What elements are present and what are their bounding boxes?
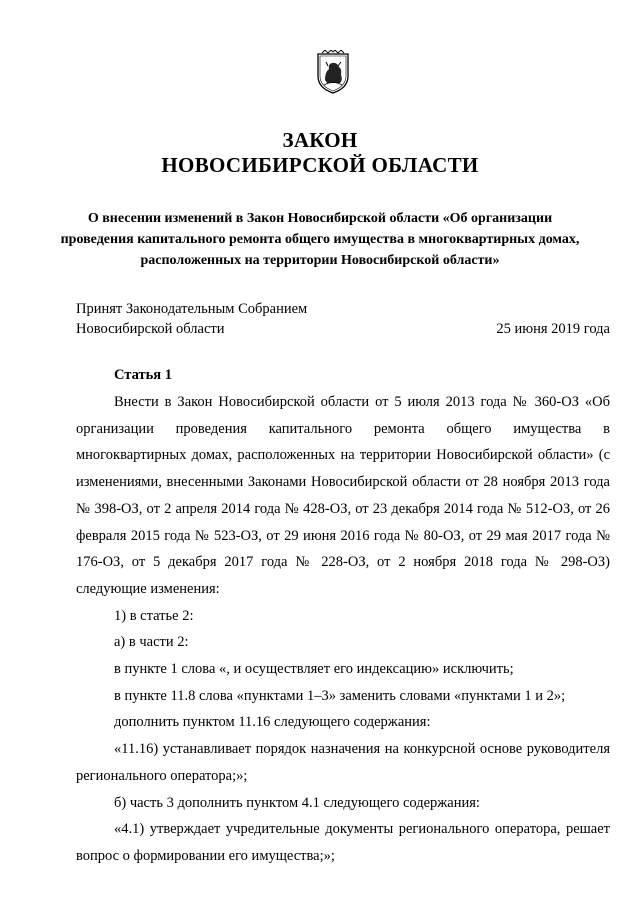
article-heading: Статья 1 [114, 367, 172, 383]
law-region-title: НОВОСИБИРСКОЙ ОБЛАСТИ [161, 153, 479, 177]
law-subject: О внесении изменений в Закон Новосибирской области «Об организации проведения капитального ремонта общего имущества в многоквартирных домах, расположенных на территории Новосибирской области» [60, 211, 580, 268]
article-paragraph: «4.1) утверждает учредительные документы регионального оператора, решает вопрос о формировании его имущества;»; [76, 821, 610, 864]
article-paragraph: в пункте 1 слова «, и осуществляет его индексацию» исключить; [114, 661, 514, 678]
article-paragraph: б) часть 3 дополнить пунктом 4.1 следующего содержания: [114, 794, 480, 811]
article-paragraph: «11.16) устанавливает порядок назначения на конкурсной основе руководителя регионального оператора;»; [76, 741, 610, 784]
adoption-date: 25 июня 2019 года [496, 321, 610, 337]
article-paragraph: Внести в Закон Новосибирской области от 5 июля 2013 года № 360-ОЗ «Об организации проведения капитального ремонта общего имущества в многоквартирных домах, расположенных на территории Новосибирской области» (с изменениями, внесенными Законами Новосибирской области от 28 ноября 2013 года № 398-ОЗ, от 2 апреля 2014 года № 428-ОЗ, от 23 декабря 2014 года № 512-ОЗ, от 26 февраля 2015 года № 523-ОЗ, от 29 июня 2016 года № 80-ОЗ, от 29 мая 2017 года № 176-ОЗ, от 5 декабря 2017 года № 228-ОЗ, от 2 ноября 2018 года № 298-ОЗ) следующие изменения: [76, 394, 610, 597]
coat-of-arms-icon [316, 50, 350, 94]
article-paragraph: а) в части 2: [114, 634, 189, 651]
law-title: ЗАКОН [282, 128, 358, 152]
article-paragraph: 1) в статье 2: [114, 607, 194, 624]
article-paragraph: дополнить пунктом 11.16 следующего содержания: [114, 714, 431, 731]
adoption-line2: Новосибирской области [76, 321, 225, 337]
adoption-line1: Принят Законодательным Собранием [76, 301, 308, 317]
article-body [76, 389, 610, 870]
adoption-block [76, 299, 610, 339]
article-paragraph: в пункте 11.8 слова «пунктами 1–3» заменить словами «пунктами 1 и 2»; [114, 687, 566, 704]
